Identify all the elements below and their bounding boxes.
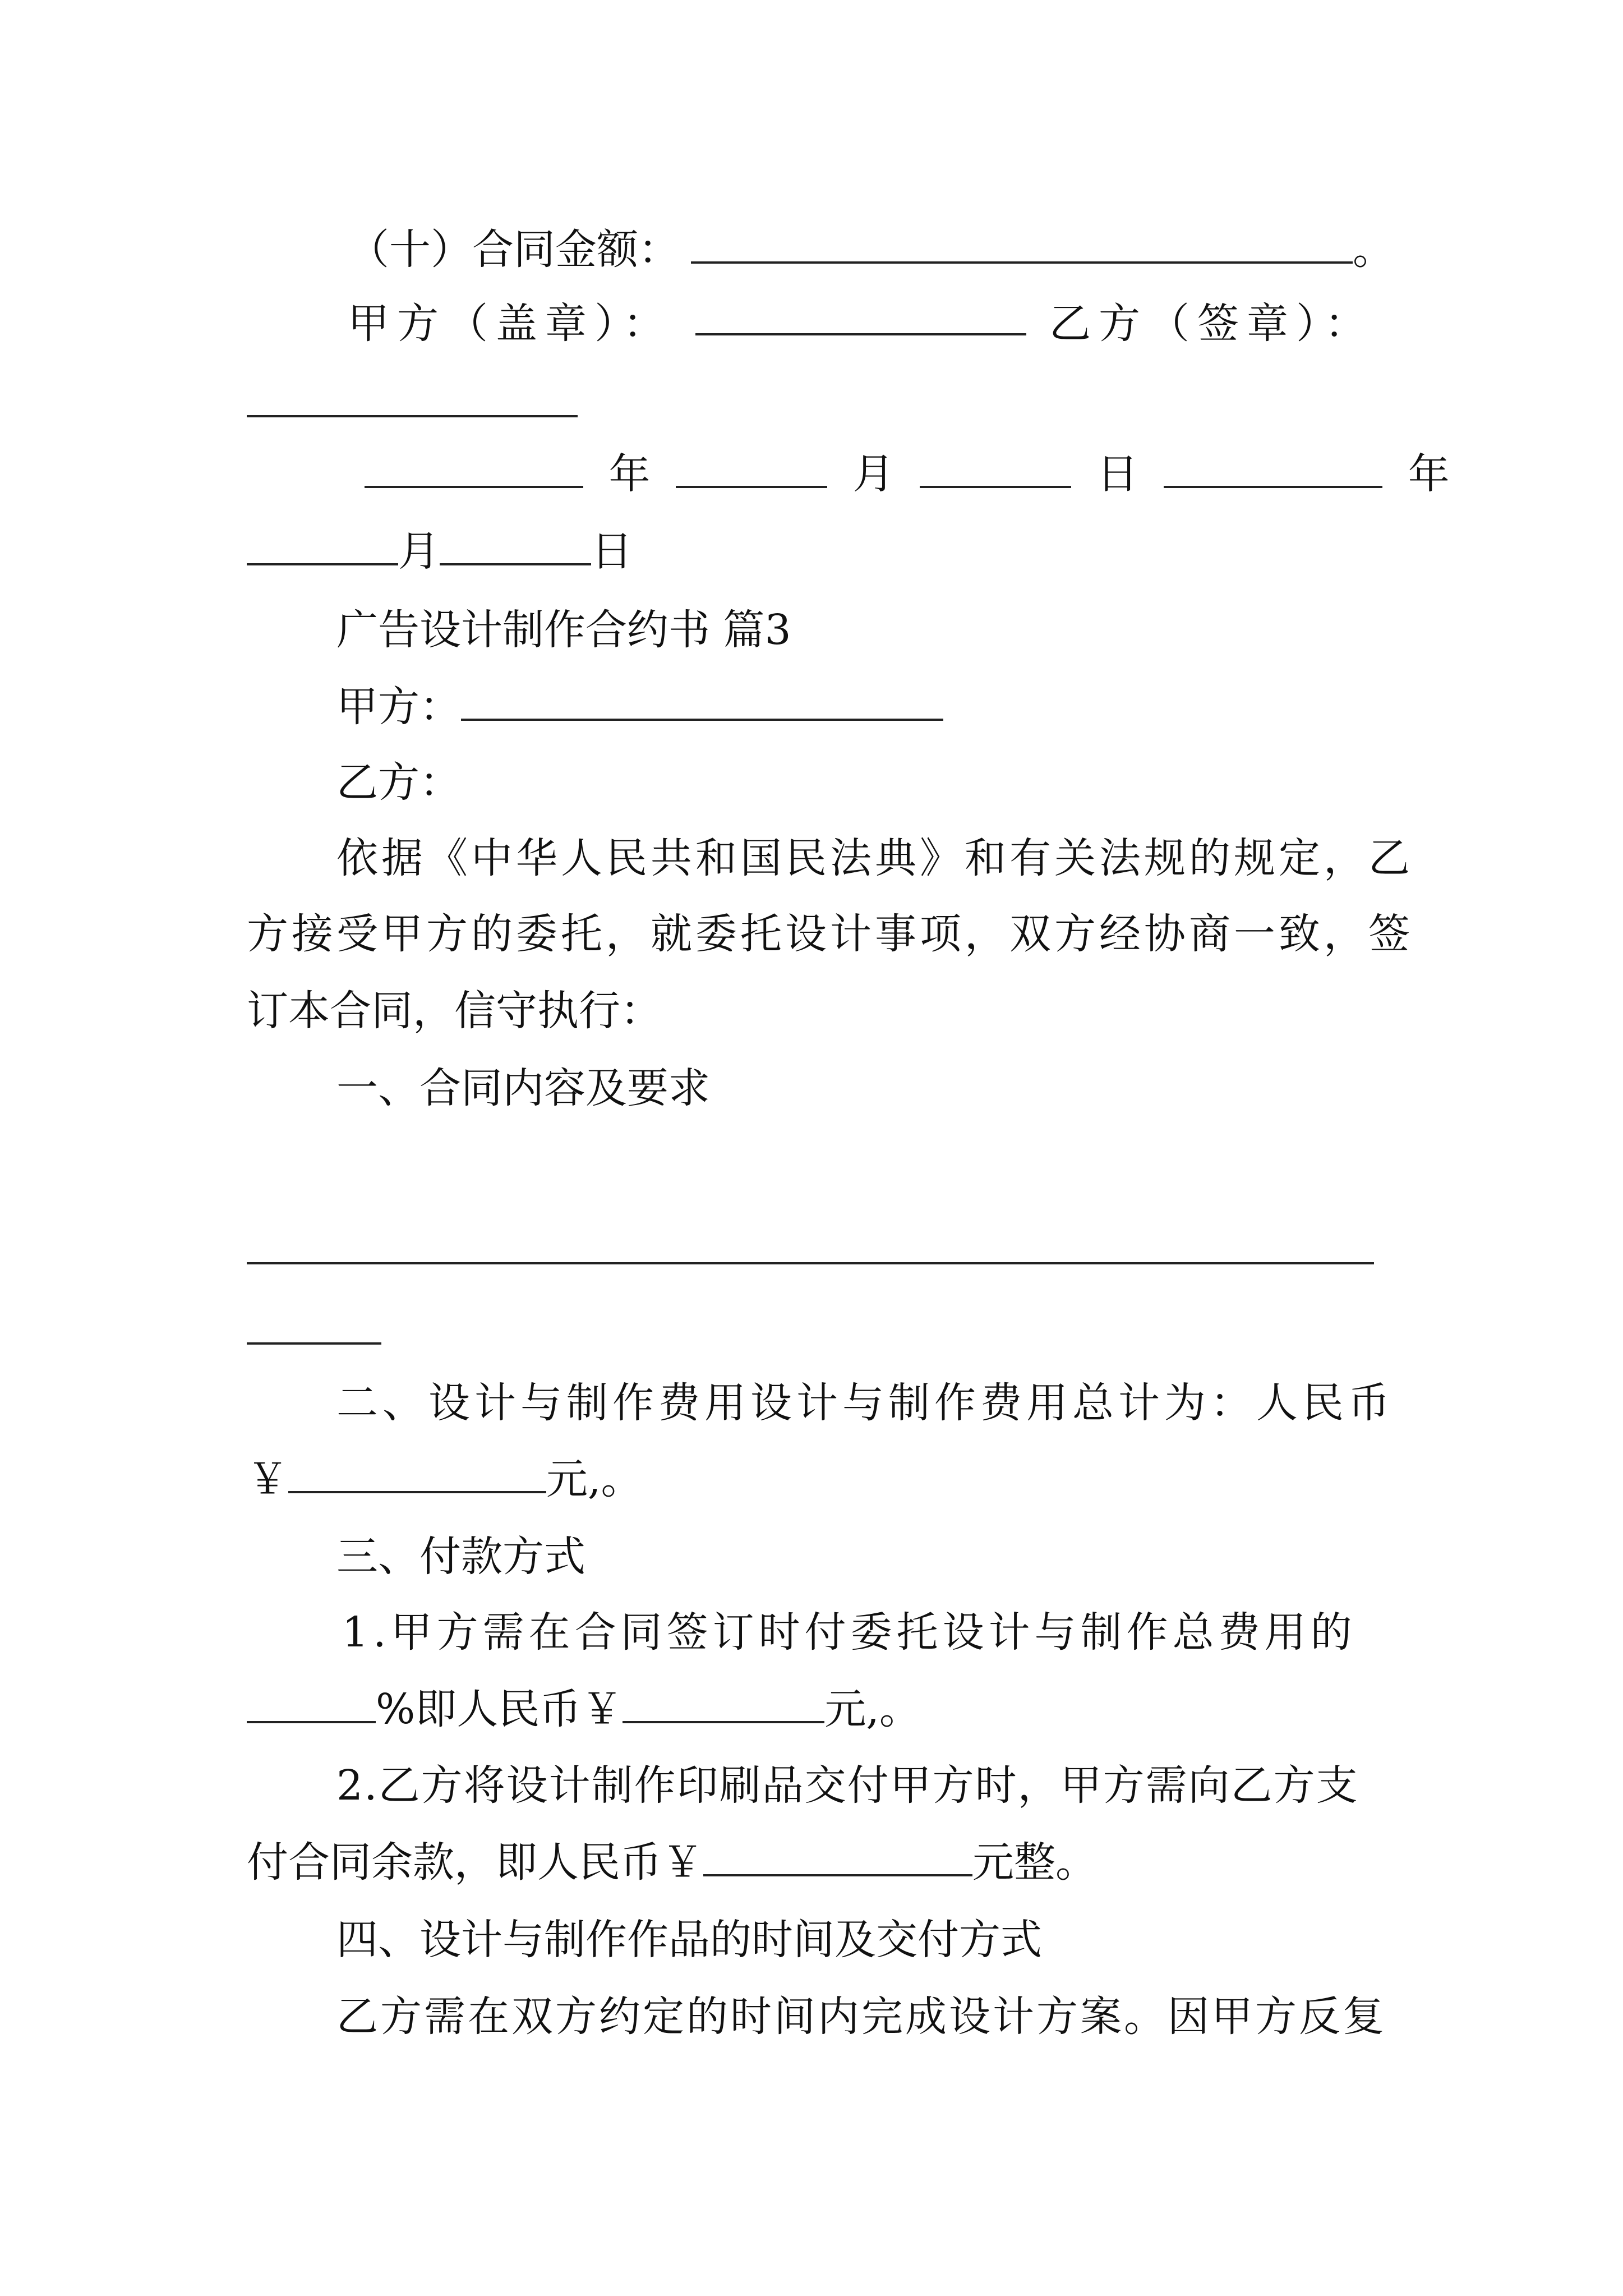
section-2-line-1: 二、设计与制作费用设计与制作费用总计为：人民币 [336, 1379, 1394, 1427]
section-4-text-line-1: 乙方需在双方约定的时间内完成设计方案。因甲方反复 [336, 1993, 1386, 2041]
party-a-seal-blank [695, 287, 1026, 335]
day-blank [920, 440, 1071, 488]
total-fee-blank [288, 1445, 546, 1493]
party-a-line [336, 670, 943, 743]
section-2-line-2 [247, 1443, 643, 1516]
percent-blank [247, 1675, 376, 1723]
party-a-seal-label: 甲方（盖章）： [348, 300, 672, 348]
section-title: 广告设计制作合约书 篇3 [336, 606, 791, 654]
payment-2-suffix: 元整。 [972, 1838, 1097, 1887]
year-label: 年 [608, 450, 651, 498]
party-b-sign-label: 乙方（签章）： [1049, 300, 1374, 348]
contract-amount-end: 。 [1353, 226, 1394, 274]
party-a-blank [461, 673, 943, 721]
payment-2-line-2 [247, 1826, 1097, 1899]
year-blank [365, 440, 583, 488]
day-label: 日 [1096, 450, 1138, 498]
year-blank-2 [1164, 440, 1382, 488]
day-label-2: 日 [591, 527, 633, 576]
payment-1-line-1: 1.甲方需在合同签订时付委托设计与制作总费用的 [342, 1608, 1357, 1657]
year-label-2: 年 [1408, 450, 1450, 498]
month-blank-2 [247, 517, 398, 565]
payment-2-text: 付合同余款，即人民币￥ [247, 1838, 703, 1887]
section-2-currency: ￥ [247, 1455, 288, 1503]
payment-1-line-2 [247, 1673, 921, 1746]
balance-blank [703, 1828, 972, 1876]
section-2-suffix: 元,。 [546, 1455, 643, 1503]
month-label-2: 月 [398, 527, 440, 576]
party-a-label: 甲方： [336, 683, 461, 731]
section-4-heading: 四、设计与制作作品的时间及交付方式 [336, 1916, 1042, 1964]
section-1-heading: 一、合同内容及要求 [336, 1064, 710, 1112]
contract-amount-label: （十）合同金额： [348, 226, 680, 274]
first-payment-blank [623, 1675, 824, 1723]
payment-1-mid: %即人民币￥ [376, 1685, 623, 1733]
month-label: 月 [852, 450, 895, 498]
party-b-label: 乙方： [336, 758, 461, 807]
payment-1-suffix: 元,。 [824, 1685, 921, 1733]
section-3-heading: 三、付款方式 [336, 1533, 585, 1581]
date-line-2 [247, 515, 633, 588]
day-blank-2 [440, 517, 591, 565]
content-blank-1 [247, 1262, 1374, 1264]
contract-amount-line [348, 213, 1394, 286]
intro-line-3: 订本合同，信守执行： [247, 987, 662, 1035]
content-blank-2 [247, 1342, 381, 1345]
month-blank [676, 440, 827, 488]
date-line [365, 438, 1462, 510]
intro-line-2: 方接受甲方的委托，就委托设计事项，双方经协商一致，签 [247, 910, 1413, 958]
contract-amount-blank [691, 215, 1353, 264]
party-b-sign-blank [247, 415, 578, 417]
payment-2-line-1: 2.乙方将设计制作印刷品交付甲方时，甲方需向乙方支 [336, 1761, 1359, 1810]
signature-line [348, 287, 1374, 360]
intro-line-1: 依据《中华人民共和国民法典》和有关法规的规定，乙 [336, 834, 1413, 882]
